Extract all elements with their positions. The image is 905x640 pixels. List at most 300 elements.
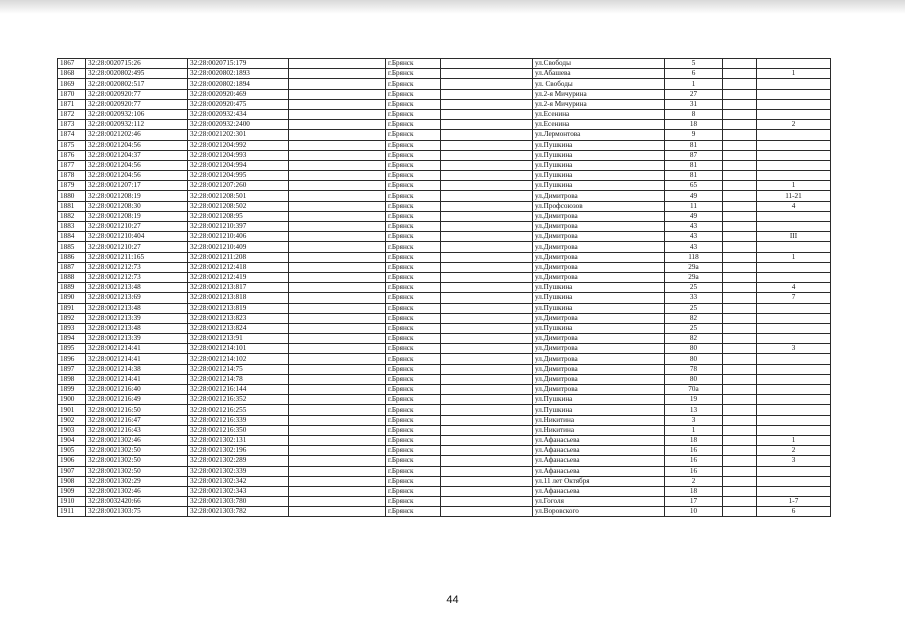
blank-cell-cell <box>441 344 533 354</box>
street-cell: ул.Димитрова <box>533 242 665 252</box>
apartment-number-cell <box>757 211 831 221</box>
apartment-number-cell <box>757 303 831 313</box>
blank-cell-cell <box>723 89 757 99</box>
table-row <box>58 242 831 252</box>
blank-cell-cell <box>289 99 386 109</box>
object-cadastral-number-cell: 32:28:0021302:342 <box>188 476 289 486</box>
blank-cell-cell <box>289 507 386 517</box>
house-number-cell: 70а <box>665 385 723 395</box>
house-number-cell: 2 <box>665 476 723 486</box>
blank-cell-cell <box>723 303 757 313</box>
house-number-cell: 17 <box>665 497 723 507</box>
house-number-cell: 43 <box>665 222 723 232</box>
house-number-cell: 81 <box>665 140 723 150</box>
row-number-cell: 1883 <box>58 222 86 232</box>
blank-cell-cell <box>441 242 533 252</box>
street-cell: ул.Абашева <box>533 69 665 79</box>
row-number-cell: 1878 <box>58 171 86 181</box>
table-row <box>58 323 831 333</box>
source-cadastral-number-cell: 32:28:0021212:73 <box>86 262 188 272</box>
object-cadastral-number-cell: 32:28:0021213:824 <box>188 323 289 333</box>
street-cell: ул.Никитина <box>533 425 665 435</box>
blank-cell-cell <box>723 476 757 486</box>
blank-cell-cell <box>723 252 757 262</box>
blank-cell-cell <box>289 344 386 354</box>
blank-cell-cell <box>723 242 757 252</box>
row-number-cell: 1897 <box>58 364 86 374</box>
table-row <box>58 354 831 364</box>
row-number-cell: 1871 <box>58 99 86 109</box>
street-cell: ул.Афанасьева <box>533 466 665 476</box>
blank-cell-cell <box>723 425 757 435</box>
table-row <box>58 69 831 79</box>
blank-cell-cell <box>441 181 533 191</box>
blank-cell-cell <box>441 191 533 201</box>
apartment-number-cell <box>757 160 831 170</box>
house-number-cell: 25 <box>665 283 723 293</box>
blank-cell-cell <box>723 69 757 79</box>
apartment-number-cell: 7 <box>757 293 831 303</box>
row-number-cell: 1899 <box>58 385 86 395</box>
source-cadastral-number-cell: 32:28:0021202:46 <box>86 130 188 140</box>
table-row <box>58 191 831 201</box>
source-cadastral-number-cell: 32:28:0021302:50 <box>86 446 188 456</box>
house-number-cell: 31 <box>665 99 723 109</box>
apartment-number-cell <box>757 323 831 333</box>
house-number-cell: 33 <box>665 293 723 303</box>
house-number-cell: 11 <box>665 201 723 211</box>
apartment-number-cell <box>757 89 831 99</box>
table-row <box>58 150 831 160</box>
city-cell: г.Брянск <box>386 385 441 395</box>
city-cell: г.Брянск <box>386 69 441 79</box>
house-number-cell: 19 <box>665 395 723 405</box>
house-number-cell: 16 <box>665 446 723 456</box>
row-number-cell: 1895 <box>58 344 86 354</box>
blank-cell-cell <box>289 446 386 456</box>
apartment-number-cell <box>757 476 831 486</box>
row-number-cell: 1902 <box>58 415 86 425</box>
blank-cell-cell <box>441 476 533 486</box>
source-cadastral-number-cell: 32:28:0021204:56 <box>86 171 188 181</box>
blank-cell-cell <box>289 486 386 496</box>
street-cell: ул.Димитрова <box>533 232 665 242</box>
object-cadastral-number-cell: 32:28:0021302:196 <box>188 446 289 456</box>
blank-cell-cell <box>289 303 386 313</box>
street-cell: ул.Димитрова <box>533 334 665 344</box>
city-cell: г.Брянск <box>386 262 441 272</box>
blank-cell-cell <box>441 262 533 272</box>
row-number-cell: 1905 <box>58 446 86 456</box>
source-cadastral-number-cell: 32:28:0021302:46 <box>86 486 188 496</box>
blank-cell-cell <box>441 211 533 221</box>
house-number-cell: 80 <box>665 344 723 354</box>
row-number-cell: 1885 <box>58 242 86 252</box>
street-cell: ул.Димитрова <box>533 222 665 232</box>
blank-cell-cell <box>289 191 386 201</box>
table-row <box>58 425 831 435</box>
street-cell: ул.Афанасьева <box>533 486 665 496</box>
blank-cell-cell <box>723 283 757 293</box>
blank-cell-cell <box>723 507 757 517</box>
house-number-cell: 25 <box>665 303 723 313</box>
blank-cell-cell <box>441 252 533 262</box>
blank-cell-cell <box>723 160 757 170</box>
source-cadastral-number-cell: 32:28:0021213:48 <box>86 283 188 293</box>
house-number-cell: 87 <box>665 150 723 160</box>
apartment-number-cell: 6 <box>757 507 831 517</box>
house-number-cell: 82 <box>665 313 723 323</box>
street-cell: ул.Димитрова <box>533 354 665 364</box>
blank-cell-cell <box>289 385 386 395</box>
street-cell: ул.Димитрова <box>533 272 665 282</box>
object-cadastral-number-cell: 32:28:0021204:992 <box>188 140 289 150</box>
table-row <box>58 79 831 89</box>
blank-cell-cell <box>441 334 533 344</box>
apartment-number-cell <box>757 385 831 395</box>
blank-cell-cell <box>441 374 533 384</box>
blank-cell-cell <box>289 334 386 344</box>
street-cell: ул.Есенина <box>533 120 665 130</box>
city-cell: г.Брянск <box>386 364 441 374</box>
street-cell: ул.Димитрова <box>533 252 665 262</box>
source-cadastral-number-cell: 32:28:0021213:39 <box>86 334 188 344</box>
apartment-number-cell <box>757 425 831 435</box>
source-cadastral-number-cell: 32:28:0021216:47 <box>86 415 188 425</box>
city-cell: г.Брянск <box>386 242 441 252</box>
blank-cell-cell <box>289 313 386 323</box>
source-cadastral-number-cell: 32:28:0020920:77 <box>86 89 188 99</box>
row-number-cell: 1907 <box>58 466 86 476</box>
object-cadastral-number-cell: 32:28:0021213:818 <box>188 293 289 303</box>
blank-cell-cell <box>289 283 386 293</box>
blank-cell-cell <box>723 466 757 476</box>
table-row <box>58 385 831 395</box>
blank-cell-cell <box>441 364 533 374</box>
object-cadastral-number-cell: 32:28:0020802:1893 <box>188 69 289 79</box>
apartment-number-cell <box>757 130 831 140</box>
table-row <box>58 405 831 415</box>
street-cell: ул.Афанасьева <box>533 446 665 456</box>
city-cell: г.Брянск <box>386 344 441 354</box>
table-row <box>58 222 831 232</box>
apartment-number-cell: 1 <box>757 435 831 445</box>
blank-cell-cell <box>441 120 533 130</box>
street-cell: ул.Пушкина <box>533 171 665 181</box>
city-cell: г.Брянск <box>386 201 441 211</box>
city-cell: г.Брянск <box>386 323 441 333</box>
table-row <box>58 486 831 496</box>
table-row <box>58 120 831 130</box>
row-number-cell: 1894 <box>58 334 86 344</box>
table-row <box>58 262 831 272</box>
object-cadastral-number-cell: 32:28:0021208:501 <box>188 191 289 201</box>
blank-cell-cell <box>441 507 533 517</box>
source-cadastral-number-cell: 32:28:0021302:50 <box>86 456 188 466</box>
object-cadastral-number-cell: 32:28:0021216:255 <box>188 405 289 415</box>
apartment-number-cell: 4 <box>757 201 831 211</box>
blank-cell-cell <box>289 150 386 160</box>
row-number-cell: 1904 <box>58 435 86 445</box>
blank-cell-cell <box>723 140 757 150</box>
house-number-cell: 81 <box>665 171 723 181</box>
apartment-number-cell <box>757 415 831 425</box>
blank-cell-cell <box>289 109 386 119</box>
blank-cell-cell <box>289 69 386 79</box>
row-number-cell: 1901 <box>58 405 86 415</box>
city-cell: г.Брянск <box>386 374 441 384</box>
blank-cell-cell <box>441 59 533 69</box>
row-number-cell: 1890 <box>58 293 86 303</box>
street-cell: ул.Лермонтова <box>533 130 665 140</box>
blank-cell-cell <box>723 364 757 374</box>
scan-top-edge <box>0 0 905 14</box>
source-cadastral-number-cell: 32:28:0021302:46 <box>86 435 188 445</box>
blank-cell-cell <box>441 99 533 109</box>
source-cadastral-number-cell: 32:28:0021208:19 <box>86 211 188 221</box>
blank-cell-cell <box>441 323 533 333</box>
object-cadastral-number-cell: 32:28:0021213:817 <box>188 283 289 293</box>
blank-cell-cell <box>441 354 533 364</box>
source-cadastral-number-cell: 32:28:0021207:17 <box>86 181 188 191</box>
source-cadastral-number-cell: 32:28:0021302:50 <box>86 466 188 476</box>
house-number-cell: 16 <box>665 456 723 466</box>
row-number-cell: 1873 <box>58 120 86 130</box>
apartment-number-cell: 1 <box>757 69 831 79</box>
row-number-cell: 1889 <box>58 283 86 293</box>
blank-cell-cell <box>441 160 533 170</box>
city-cell: г.Брянск <box>386 476 441 486</box>
row-number-cell: 1870 <box>58 89 86 99</box>
street-cell: ул.Пушкина <box>533 160 665 170</box>
table-row <box>58 334 831 344</box>
street-cell: ул.Профсоюзов <box>533 201 665 211</box>
street-cell: ул.2-я Мичурина <box>533 89 665 99</box>
row-number-cell: 1892 <box>58 313 86 323</box>
blank-cell-cell <box>723 456 757 466</box>
apartment-number-cell: 1 <box>757 252 831 262</box>
city-cell: г.Брянск <box>386 395 441 405</box>
house-number-cell: 43 <box>665 232 723 242</box>
street-cell: ул.Есенина <box>533 109 665 119</box>
city-cell: г.Брянск <box>386 109 441 119</box>
apartment-number-cell: 3 <box>757 344 831 354</box>
row-number-cell: 1867 <box>58 59 86 69</box>
blank-cell-cell <box>289 425 386 435</box>
apartment-number-cell: 11-21 <box>757 191 831 201</box>
house-number-cell: 1 <box>665 79 723 89</box>
city-cell: г.Брянск <box>386 507 441 517</box>
table-row <box>58 456 831 466</box>
street-cell: ул.Пушкина <box>533 395 665 405</box>
blank-cell-cell <box>289 293 386 303</box>
row-number-cell: 1906 <box>58 456 86 466</box>
object-cadastral-number-cell: 32:28:0021207:260 <box>188 181 289 191</box>
blank-cell-cell <box>723 334 757 344</box>
object-cadastral-number-cell: 32:28:0020920:469 <box>188 89 289 99</box>
street-cell: ул.Димитрова <box>533 313 665 323</box>
blank-cell-cell <box>723 446 757 456</box>
object-cadastral-number-cell: 32:28:0021302:131 <box>188 435 289 445</box>
blank-cell-cell <box>723 497 757 507</box>
city-cell: г.Брянск <box>386 232 441 242</box>
row-number-cell: 1884 <box>58 232 86 242</box>
house-number-cell: 78 <box>665 364 723 374</box>
blank-cell-cell <box>441 222 533 232</box>
table-row <box>58 476 831 486</box>
city-cell: г.Брянск <box>386 211 441 221</box>
blank-cell-cell <box>723 79 757 89</box>
source-cadastral-number-cell: 32:28:0021210:404 <box>86 232 188 242</box>
city-cell: г.Брянск <box>386 272 441 282</box>
apartment-number-cell <box>757 262 831 272</box>
row-number-cell: 1875 <box>58 140 86 150</box>
object-cadastral-number-cell: 32:28:0021208:502 <box>188 201 289 211</box>
apartment-number-cell <box>757 354 831 364</box>
blank-cell-cell <box>289 272 386 282</box>
street-cell: ул.Пушкина <box>533 150 665 160</box>
house-number-cell: 18 <box>665 486 723 496</box>
street-cell: ул.Димитрова <box>533 364 665 374</box>
street-cell: ул.Афанасьева <box>533 456 665 466</box>
source-cadastral-number-cell: 32:28:0021214:38 <box>86 364 188 374</box>
city-cell: г.Брянск <box>386 456 441 466</box>
row-number-cell: 1872 <box>58 109 86 119</box>
apartment-number-cell <box>757 272 831 282</box>
blank-cell-cell <box>723 232 757 242</box>
blank-cell-cell <box>441 283 533 293</box>
city-cell: г.Брянск <box>386 354 441 364</box>
table-row <box>58 303 831 313</box>
blank-cell-cell <box>723 59 757 69</box>
blank-cell-cell <box>723 385 757 395</box>
blank-cell-cell <box>723 344 757 354</box>
apartment-number-cell: III <box>757 232 831 242</box>
blank-cell-cell <box>289 120 386 130</box>
blank-cell-cell <box>441 425 533 435</box>
blank-cell-cell <box>289 415 386 425</box>
source-cadastral-number-cell: 32:28:0021204:56 <box>86 160 188 170</box>
apartment-number-cell <box>757 395 831 405</box>
source-cadastral-number-cell: 32:28:0021216:40 <box>86 385 188 395</box>
object-cadastral-number-cell: 32:28:0021204:994 <box>188 160 289 170</box>
blank-cell-cell <box>441 272 533 282</box>
city-cell: г.Брянск <box>386 405 441 415</box>
house-number-cell: 1 <box>665 425 723 435</box>
object-cadastral-number-cell: 32:28:0021216:350 <box>188 425 289 435</box>
blank-cell-cell <box>723 130 757 140</box>
table-row <box>58 252 831 262</box>
object-cadastral-number-cell: 32:28:0021214:78 <box>188 374 289 384</box>
blank-cell-cell <box>289 181 386 191</box>
blank-cell-cell <box>441 130 533 140</box>
row-number-cell: 1879 <box>58 181 86 191</box>
row-number-cell: 1868 <box>58 69 86 79</box>
blank-cell-cell <box>289 364 386 374</box>
blank-cell-cell <box>441 201 533 211</box>
blank-cell-cell <box>289 354 386 364</box>
blank-cell-cell <box>441 69 533 79</box>
city-cell: г.Брянск <box>386 313 441 323</box>
blank-cell-cell <box>723 415 757 425</box>
blank-cell-cell <box>723 313 757 323</box>
object-cadastral-number-cell: 32:28:0021303:782 <box>188 507 289 517</box>
blank-cell-cell <box>723 262 757 272</box>
object-cadastral-number-cell: 32:28:0021216:339 <box>188 415 289 425</box>
apartment-number-cell <box>757 364 831 374</box>
row-number-cell: 1909 <box>58 486 86 496</box>
apartment-number-cell <box>757 109 831 119</box>
street-cell: ул.Пушкина <box>533 323 665 333</box>
blank-cell-cell <box>289 395 386 405</box>
house-number-cell: 18 <box>665 435 723 445</box>
blank-cell-cell <box>289 130 386 140</box>
object-cadastral-number-cell: 32:28:0021208:95 <box>188 211 289 221</box>
row-number-cell: 1908 <box>58 476 86 486</box>
city-cell: г.Брянск <box>386 140 441 150</box>
object-cadastral-number-cell: 32:28:0020920:475 <box>188 99 289 109</box>
page-number: 44 <box>446 594 459 606</box>
apartment-number-cell <box>757 99 831 109</box>
blank-cell-cell <box>441 303 533 313</box>
row-number-cell: 1896 <box>58 354 86 364</box>
house-number-cell: 65 <box>665 181 723 191</box>
apartment-number-cell <box>757 242 831 252</box>
table-row <box>58 364 831 374</box>
apartment-number-cell <box>757 405 831 415</box>
blank-cell-cell <box>441 109 533 119</box>
blank-cell-cell <box>723 486 757 496</box>
source-cadastral-number-cell: 32:28:0021303:75 <box>86 507 188 517</box>
street-cell: ул.Димитрова <box>533 374 665 384</box>
house-number-cell: 49 <box>665 191 723 201</box>
street-cell: ул.Димитрова <box>533 344 665 354</box>
source-cadastral-number-cell: 32:28:0021208:30 <box>86 201 188 211</box>
house-number-cell: 9 <box>665 130 723 140</box>
street-cell: ул.Пушкина <box>533 181 665 191</box>
object-cadastral-number-cell: 32:28:0020932:434 <box>188 109 289 119</box>
registry-table <box>57 58 831 517</box>
source-cadastral-number-cell: 32:28:0021208:19 <box>86 191 188 201</box>
row-number-cell: 1880 <box>58 191 86 201</box>
blank-cell-cell <box>441 293 533 303</box>
table-row <box>58 211 831 221</box>
apartment-number-cell: 2 <box>757 446 831 456</box>
row-number-cell: 1881 <box>58 201 86 211</box>
blank-cell-cell <box>289 232 386 242</box>
row-number-cell: 1910 <box>58 497 86 507</box>
object-cadastral-number-cell: 32:28:0021216:144 <box>188 385 289 395</box>
source-cadastral-number-cell: 32:28:0021213:48 <box>86 303 188 313</box>
source-cadastral-number-cell: 32:28:0021214:41 <box>86 354 188 364</box>
table-row <box>58 344 831 354</box>
blank-cell-cell <box>723 395 757 405</box>
apartment-number-cell: 2 <box>757 120 831 130</box>
blank-cell-cell <box>289 171 386 181</box>
city-cell: г.Брянск <box>386 415 441 425</box>
table-row <box>58 313 831 323</box>
house-number-cell: 118 <box>665 252 723 262</box>
city-cell: г.Брянск <box>386 446 441 456</box>
source-cadastral-number-cell: 32:28:0020802:517 <box>86 79 188 89</box>
source-cadastral-number-cell: 32:28:0021204:37 <box>86 150 188 160</box>
object-cadastral-number-cell: 32:28:0021214:101 <box>188 344 289 354</box>
row-number-cell: 1900 <box>58 395 86 405</box>
object-cadastral-number-cell: 32:28:0021204:993 <box>188 150 289 160</box>
table-row <box>58 374 831 384</box>
city-cell: г.Брянск <box>386 181 441 191</box>
street-cell: ул.Пушкина <box>533 405 665 415</box>
